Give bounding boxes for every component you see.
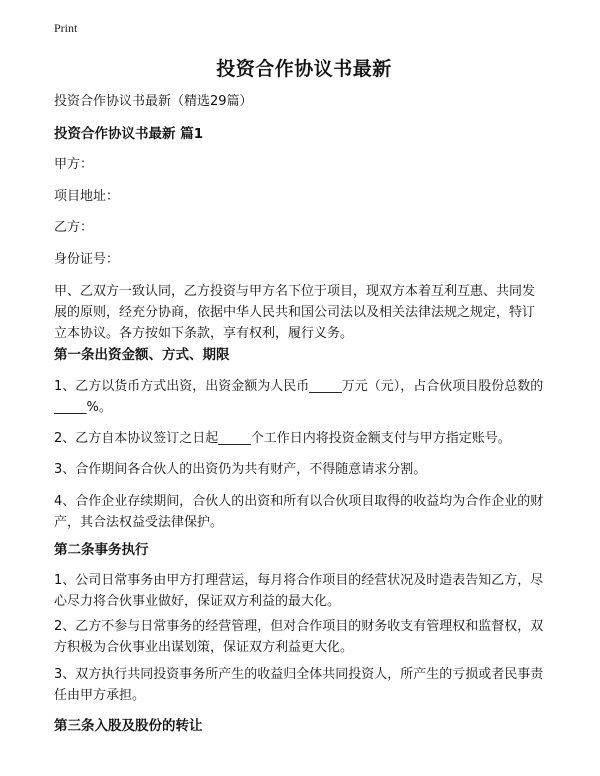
article1-item-4: 4、合作企业存续期间，合伙人的出资和所有以合伙项目取得的收益均为合作企业的财产，其合法权益受法律保护。	[54, 494, 544, 530]
article2-item-2: 2、乙方不参与日常事务的经营管理，但对合作项目的财务收支有管理权和监督权，双方积极为合伙事业出谋划策，保证双方利益更大化。	[54, 619, 544, 655]
project-address-field: 项目地址：	[54, 189, 120, 204]
article1-item-2: 2、乙方自本协议签订之日起_____个工作日内将投资金额支付与甲方指定账号。	[54, 431, 511, 446]
print-link[interactable]: Print	[54, 21, 78, 35]
party-a-field: 甲方：	[54, 157, 94, 172]
intro-paragraph: 甲、乙双方一致认同，乙方投资与甲方名下位于项目，现双方本着互利互惠、共同发展的原则，经充分协商，依据中华人民共和国公司法以及相关法律法规之规定，特订立本协议。各方按如下条款，享有权利，履行义务。	[54, 284, 536, 341]
article3-heading: 第三条入股及股份的转让	[54, 718, 203, 734]
section-heading: 投资合作协议书最新 篇1	[54, 126, 204, 142]
article2-item-3: 3、双方执行共同投资事务所产生的收益归全体共同投资人，所产生的亏损或者民事责任由甲方承担。	[54, 667, 544, 703]
id-number-field: 身份证号：	[54, 252, 120, 267]
article2-heading: 第二条事务执行	[54, 542, 149, 558]
document-title: 投资合作协议书最新	[216, 58, 392, 80]
article1-item-3: 3、合作期间各合伙人的出资仍为共有财产，不得随意请求分割。	[54, 462, 427, 477]
party-b-field: 乙方：	[54, 220, 94, 235]
article1-heading: 第一条出资金额、方式、期限	[54, 347, 230, 363]
document-subtitle: 投资合作协议书最新（精选29篇）	[54, 94, 253, 109]
article1-item-1: 1、乙方以货币方式出资，出资金额为人民币_____万元（元），占合伙项目股份总数的_____%。	[54, 379, 544, 415]
article2-item-1: 1、公司日常事务由甲方打理营运，每月将合作项目的经营状况及时造表告知乙方，尽心尽力将合伙事业做好，保证双方利益的最大化。	[54, 573, 544, 609]
